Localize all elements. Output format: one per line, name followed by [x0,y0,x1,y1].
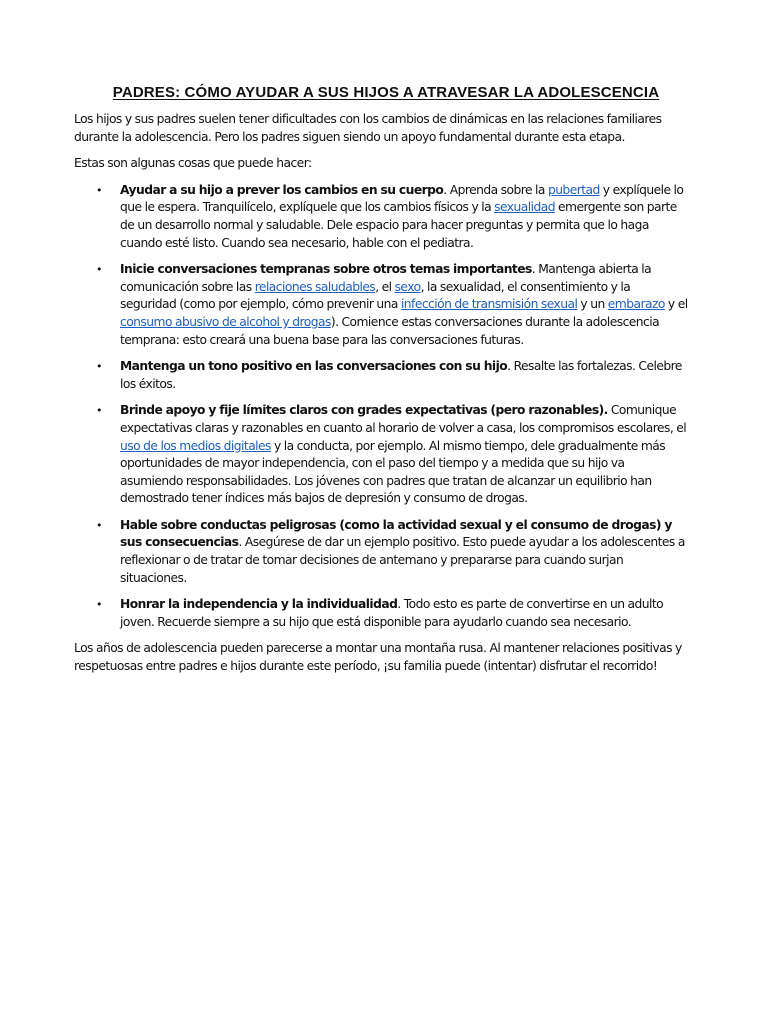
link-sexualidad[interactable]: sexualidad [494,200,555,215]
list-item: • Honrar la independencia y la individualidad. Todo esto es parte de convertirse en un adulto joven. Recuerde siempre a su hijo que está disponible para ayudarlo cuando sea necesario. [96,597,664,629]
item-heading: Honrar la independencia y la individualidad [120,597,398,612]
item-heading: Brinde apoyo y fije límites claros con grades expectativas (pero razonables). [120,403,608,418]
bullet-icon: • [96,598,102,612]
bullet-icon: • [96,183,102,197]
item-heading: Mantenga un tono positivo en las conversaciones con su hijo [120,359,508,374]
lead-paragraph: Estas son algunas cosas que puede hacer: [74,156,312,171]
link-embarazo[interactable]: embarazo [607,297,665,312]
intro-paragraph: Los hijos y sus padres suelen tener dificultades con los cambios de dinámicas en las relaciones familiares durante la adolescencia. Pero los padres siguen siendo un apoyo fundamental durante esta etapa. [74,112,662,144]
link-pubertad[interactable]: pubertad [547,182,600,197]
bullet-icon: • [96,360,102,374]
list-item: • Brinde apoyo y fije límites claros con grades expectativas (pero razonables). Comunique expectativas claras y razonables en cuanto al horario de volver a casa, los compromisos escolares, el uso de los medios digitales y la conducta, por ejemplo. Al mismo tiempo, dele gradualmente más oportunidades de mayor independencia, con el paso del tiempo y a medida que su hijo va asumiendo responsabilidades. Los jóvenes con padres que tratan de alcanzar un equilibrio han demostrado tener índices más bajos de depresión y consumo de drogas. [96,403,687,506]
list-item: • Ayudar a su hijo a prever los cambios en su cuerpo. Aprenda sobre la pubertad y explíquele lo que le espera. Tranquilícelo, explíquele que los cambios físicos y la sexualidad emergente son parte de un desarrollo normal y saludable. Dele espacio para hacer preguntas y permita que lo haga cuando esté listo. Cuando sea necesario, hable con el pediatra. [96,182,684,250]
link-relaciones-saludables[interactable]: relaciones saludables [254,279,376,294]
item-heading: Hable sobre conductas peligrosas (como la actividad sexual y el consumo de drogas) y sus consecuencias [120,517,672,550]
item-heading: Inicie conversaciones tempranas sobre otros temas importantes [120,262,532,277]
item-heading: Ayudar a su hijo a prever los cambios en su cuerpo [120,182,444,197]
list-item: • Inicie conversaciones tempranas sobre otros temas importantes. Mantenga abierta la comunicación sobre las relaciones saludables, el sexo, la sexualidad, el consentimiento y la seguridad (como por ejemplo, cómo prevenir una infección de transmisión sexual y un embarazo y el consumo abusivo de alcohol y drogas). Comience estas conversaciones durante la adolescencia temprana: esto creará una buena base para las conversaciones futuras. [96,262,688,347]
link-medios-digitales[interactable]: uso de los medios digitales [120,438,271,453]
tips-list [74,182,688,632]
closing-paragraph: Los años de adolescencia pueden parecerse a montar una montaña rusa. Al mantener relaciones positivas y respetuosas entre padres e hijos durante este período, ¡su familia puede (intentar) disfrutar el recorrido! [74,641,682,674]
list-item: • Hable sobre conductas peligrosas (como la actividad sexual y el consumo de drogas) y sus consecuencias. Asegúrese de dar un ejemplo positivo. Esto puede ayudar a los adolescentes a reflexionar o de tratar de tomar decisiones de antemano y prepararse para cuando surjan situaciones. [96,517,685,585]
bullet-icon: • [96,404,102,418]
bullet-icon: • [96,263,102,277]
bullet-icon: • [96,518,102,532]
link-infeccion-transmision-sexual[interactable]: infección de transmisión sexual [400,297,578,312]
list-item: • Mantenga un tono positivo en las conversaciones con su hijo. Resalte las fortalezas. Celebre los éxitos. [96,359,682,391]
link-sexo[interactable]: sexo [394,279,421,294]
document-title: PADRES: CÓMO AYUDAR A SUS HIJOS A ATRAVESAR LA ADOLESCENCIA [112,84,660,101]
link-consumo-alcohol-drogas[interactable]: consumo abusivo de alcohol y drogas [120,314,331,329]
